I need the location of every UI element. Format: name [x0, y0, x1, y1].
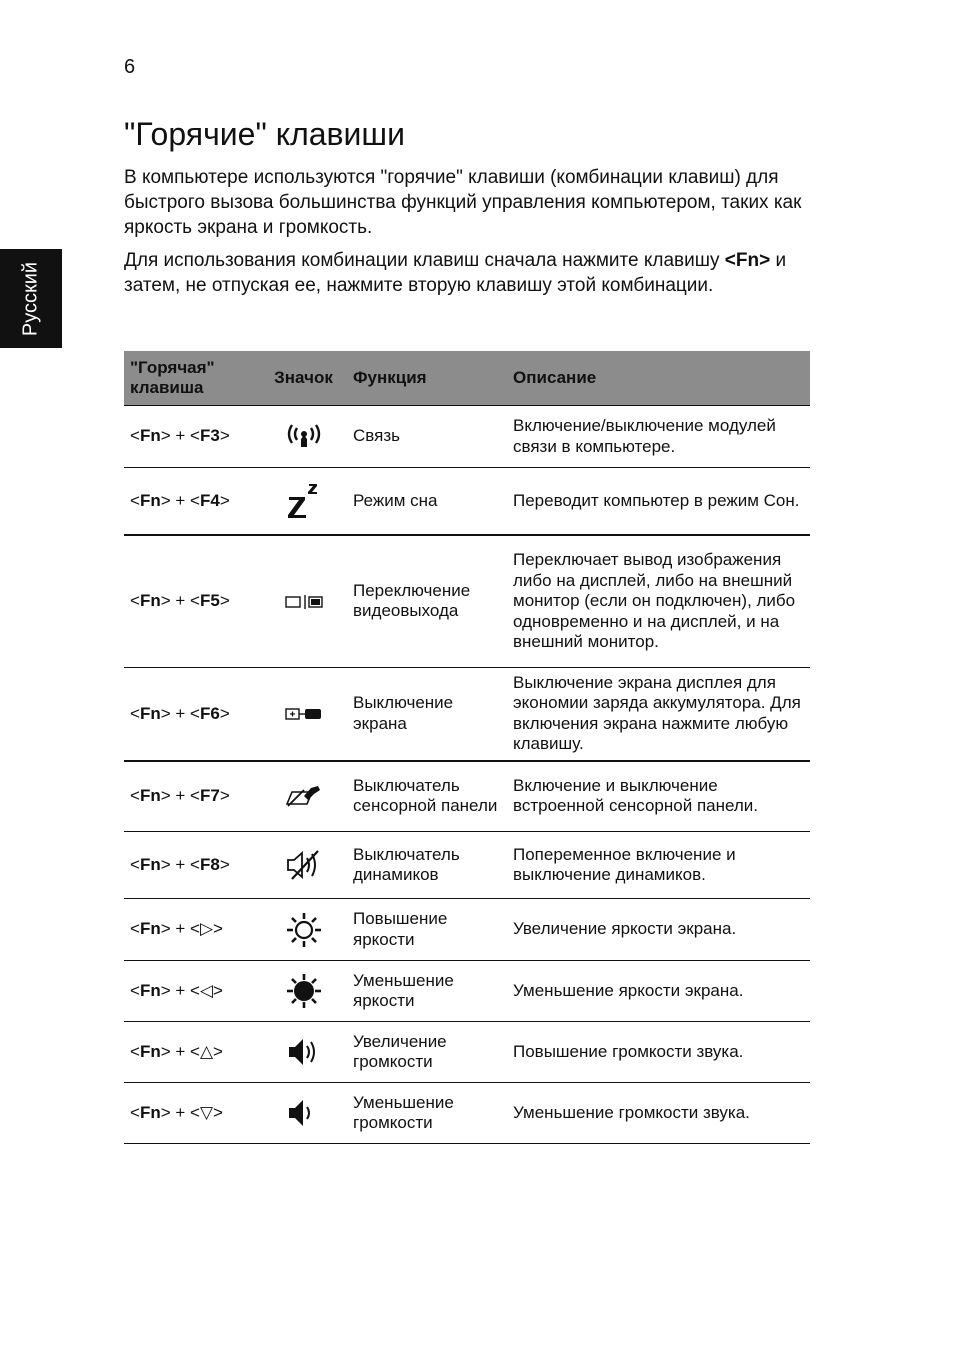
function-cell: Уменьшение громкости: [347, 1083, 507, 1144]
table-row: [124, 468, 810, 535]
hotkey-cell: <Fn> + <F4>: [124, 468, 260, 535]
hotkeys-table: [124, 351, 810, 1144]
table-row: [124, 761, 810, 832]
touchpad-toggle-icon: [260, 761, 347, 832]
header-function: Функция: [347, 351, 507, 406]
description-cell: Увеличение яркости экрана.: [507, 899, 810, 961]
table-row: [124, 832, 810, 899]
sleep-zz-icon: [260, 468, 347, 535]
brightness-down-icon: [260, 961, 347, 1022]
description-cell: Попеременное включение и выключение динамиков.: [507, 832, 810, 899]
hotkey-cell: <Fn> + <F3>: [124, 406, 260, 468]
usage-lt: <: [724, 250, 736, 271]
hotkey-cell: <Fn> + <F8>: [124, 832, 260, 899]
language-tab-label: Русский: [19, 261, 42, 336]
hotkey-cell: <Fn> + <F6>: [124, 668, 260, 761]
hotkey-cell: <Fn> + <△>: [124, 1022, 260, 1083]
description-cell: Уменьшение громкости звука.: [507, 1083, 810, 1144]
language-tab: [0, 249, 62, 348]
intro-paragraph: В компьютере используются "горячие" клавиши (комбинации клавиш) для быстрого вызова большинства функций управления компьютером, таких как яркость экрана и громкость.: [124, 167, 802, 238]
display-toggle-icon: [260, 535, 347, 668]
table-row: [124, 406, 810, 468]
hotkey-cell: <Fn> + <F5>: [124, 535, 260, 668]
function-cell: Связь: [347, 406, 507, 468]
description-cell: Уменьшение яркости экрана.: [507, 961, 810, 1022]
header-description: Описание: [507, 351, 810, 406]
usage-gt: >: [759, 250, 771, 271]
table-row: [124, 1083, 810, 1144]
function-cell: Увеличение громкости: [347, 1022, 507, 1083]
table-row: [124, 961, 810, 1022]
volume-down-icon: [260, 1083, 347, 1144]
description-cell: Выключение экрана дисплея для экономии заряда аккумулятора. Для включения экрана нажмите любую клавишу.: [507, 668, 810, 761]
hotkey-cell: <Fn> + <F7>: [124, 761, 260, 832]
header-icon: Значок: [260, 351, 347, 406]
description-cell: Повышение громкости звука.: [507, 1022, 810, 1083]
hotkey-cell: <Fn> + <◁>: [124, 961, 260, 1022]
table-row: [124, 899, 810, 961]
screen-off-icon: [260, 668, 347, 761]
usage-paragraph: [124, 248, 824, 298]
function-cell: Режим сна: [347, 468, 507, 535]
function-cell: Выключатель сенсорной панели: [347, 761, 507, 832]
hotkey-cell: <Fn> + <▽>: [124, 1083, 260, 1144]
volume-up-icon: [260, 1022, 347, 1083]
description-cell: Включение и выключение встроенной сенсорной панели.: [507, 761, 810, 832]
page-title: "Горячие" клавиши: [124, 116, 405, 152]
function-cell: Выключение экрана: [347, 668, 507, 761]
usage-key-fn: Fn: [735, 250, 760, 271]
table-row: [124, 668, 810, 761]
wireless-icon: [260, 406, 347, 468]
speaker-mute-icon: [260, 832, 347, 899]
usage-text-after: и затем, не отпуская ее, нажмите вторую клавишу этой комбинации.: [124, 250, 787, 296]
header-hotkey: "Горячая" клавиша: [124, 351, 260, 406]
usage-text-before: Для использования комбинации клавиш сначала нажмите клавишу: [124, 250, 725, 271]
description-cell: Переключает вывод изображения либо на дисплей, либо на внешний монитор (если он подключен), либо одновременно и на дисплей, и на внешний монитор.: [507, 535, 810, 668]
table-header-row: [124, 351, 810, 406]
function-cell: Повышение яркости: [347, 899, 507, 961]
description-cell: Включение/выключение модулей связи в компьютере.: [507, 406, 810, 468]
hotkey-cell: <Fn> + <▷>: [124, 899, 260, 961]
description-cell: Переводит компьютер в режим Сон.: [507, 468, 810, 535]
function-cell: Выключатель динамиков: [347, 832, 507, 899]
brightness-up-icon: [260, 899, 347, 961]
function-cell: Переключение видеовыхода: [347, 535, 507, 668]
page-number: 6: [124, 56, 136, 78]
function-cell: Уменьшение яркости: [347, 961, 507, 1022]
table-row: [124, 1022, 810, 1083]
table-row: [124, 535, 810, 668]
